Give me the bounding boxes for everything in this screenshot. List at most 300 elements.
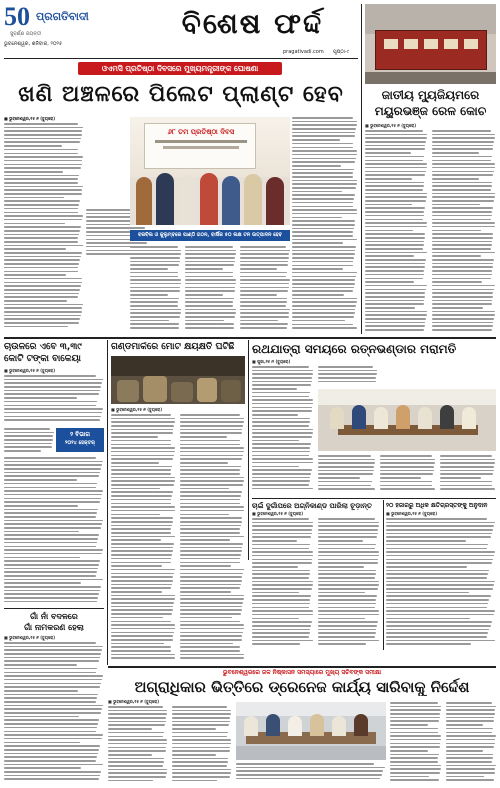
body-text-line <box>240 272 287 274</box>
body-text-line <box>4 156 83 158</box>
body-text-line <box>365 307 415 309</box>
body-text-line <box>4 753 98 755</box>
body-text-line <box>172 780 217 782</box>
body-text-line <box>292 239 357 241</box>
body-text-line <box>318 610 379 612</box>
body-text-line <box>318 566 364 568</box>
body-text-line <box>292 132 355 134</box>
body-text-line <box>432 134 495 136</box>
body-text-line <box>252 462 313 464</box>
body-text-line <box>292 150 357 152</box>
body-text-line <box>432 182 492 184</box>
body-text-line <box>318 477 360 479</box>
body-text-line <box>292 283 355 285</box>
person <box>288 716 302 736</box>
body-text-line <box>252 636 309 638</box>
body-text-line <box>4 472 100 474</box>
body-text-line <box>4 664 77 666</box>
body-text-line <box>111 525 172 527</box>
body-text-line <box>318 562 378 564</box>
body-text-line <box>252 407 312 409</box>
body-text-line <box>386 529 493 531</box>
body-text-line <box>111 484 174 486</box>
body-text-line <box>365 130 423 132</box>
coach-window <box>444 39 458 49</box>
body-text-line <box>180 543 243 545</box>
meeting-wall <box>318 389 496 405</box>
body-text-line <box>4 568 98 570</box>
body-text-line <box>252 399 313 401</box>
paper-logo <box>4 4 112 52</box>
body-text-line <box>292 316 354 318</box>
body-text-line <box>386 551 495 553</box>
body-text-line <box>4 138 81 140</box>
body-text-line <box>4 263 79 265</box>
warehouse-byline: ■ ଭୁବନେଶ୍ୱର,୧୫।୧ (ବ୍ୟୁରୋ) <box>111 407 163 412</box>
person <box>352 405 366 429</box>
body-text-line <box>240 283 289 285</box>
body-text-line <box>172 747 230 749</box>
body-text-line <box>4 719 99 721</box>
body-text-line <box>440 462 495 464</box>
body-text-line <box>365 215 424 217</box>
rath-headline: ରଥଯାତ୍ରା ସମୟରେ ରତ୍ନଭଣ୍ଡାର ମରାମତି <box>252 342 457 356</box>
body-text-line <box>180 469 240 471</box>
lead-body-col-4 <box>130 246 182 333</box>
body-text-line <box>4 419 100 421</box>
body-text-line <box>4 435 53 437</box>
photo-banner-line <box>155 140 247 143</box>
body-text-line <box>108 761 164 763</box>
body-text-line <box>172 776 230 778</box>
body-text-line <box>111 584 172 586</box>
body-text-line <box>111 587 171 589</box>
ayush-headline: ୨୦ ହଜାରରୁ ଅଧିକ କ୍ଷତିଗ୍ରସ୍ତଙ୍କୁ ଅନୁଦାନ <box>386 502 488 509</box>
body-text-line <box>180 587 240 589</box>
body-text-line <box>4 464 102 466</box>
body-text-line <box>252 640 313 642</box>
body-text-line <box>240 279 290 281</box>
body-text-line <box>4 145 62 147</box>
body-text-line <box>390 761 438 763</box>
body-text-line <box>432 230 481 232</box>
body-text-line <box>4 642 96 644</box>
photo-banner-text: ୬୮ ତମ ପ୍ରତିଷ୍ଠା ଦିବସ <box>167 128 235 136</box>
body-text-line <box>292 235 353 237</box>
person <box>462 407 476 429</box>
body-text-line <box>4 390 100 392</box>
body-text-line <box>446 754 493 756</box>
body-text-line <box>4 245 83 247</box>
body-text-line <box>4 252 82 254</box>
body-text-line <box>172 721 230 723</box>
body-text-line <box>4 134 82 136</box>
body-text-line <box>292 279 355 281</box>
body-text-line <box>111 562 171 564</box>
rath-body-col-1 <box>252 366 314 494</box>
body-text-line <box>365 241 424 243</box>
body-text-line <box>365 325 425 327</box>
body-text-line <box>4 149 78 151</box>
body-text-line <box>386 610 495 612</box>
body-text-line <box>292 257 354 259</box>
body-text-line <box>4 401 97 403</box>
body-text-line <box>390 732 438 734</box>
body-text-line <box>240 287 289 289</box>
body-text-line <box>4 727 97 729</box>
body-text-line <box>292 165 341 167</box>
drainage-body-col-2 <box>172 706 232 784</box>
body-text-line <box>180 573 243 575</box>
body-text-line <box>390 768 441 770</box>
body-text-line <box>111 621 171 623</box>
body-text-line <box>446 765 496 767</box>
body-text-line <box>292 294 344 296</box>
body-text-line <box>292 298 357 300</box>
body-text-line <box>365 167 427 169</box>
body-text-line <box>318 559 378 561</box>
body-text-line <box>318 481 372 483</box>
body-text-line <box>4 646 103 648</box>
body-text-line <box>432 259 494 261</box>
body-text-line <box>4 304 83 306</box>
drainage-body-col-4 <box>390 702 442 784</box>
person <box>332 716 346 736</box>
body-text-line <box>386 614 494 616</box>
body-text-line <box>4 386 101 388</box>
body-text-line <box>108 724 165 726</box>
person <box>156 173 174 225</box>
body-text-line <box>180 488 229 490</box>
body-text-line <box>4 130 82 132</box>
body-text-line <box>252 603 310 605</box>
body-text-line <box>4 520 103 522</box>
body-text-line <box>4 282 82 284</box>
photo-banner-line <box>163 146 239 149</box>
body-text-line <box>318 533 378 535</box>
body-text-line <box>185 323 234 325</box>
website[interactable]: pragativadi.com <box>283 49 324 55</box>
body-text-line <box>432 307 483 309</box>
body-text-line <box>318 548 375 550</box>
lead-body-col-6 <box>240 246 290 333</box>
body-text-line <box>180 418 244 420</box>
body-text-line <box>432 292 493 294</box>
body-text-line <box>180 444 240 446</box>
body-text-line <box>365 204 412 206</box>
body-text-line <box>252 418 310 420</box>
body-text-line <box>432 156 492 158</box>
body-text-line <box>240 257 289 259</box>
body-text-line <box>380 481 432 483</box>
body-text-line <box>386 566 467 568</box>
body-text-line <box>252 570 310 572</box>
body-text-line <box>180 480 244 482</box>
body-text-line <box>292 202 353 204</box>
body-text-line <box>185 287 235 289</box>
body-text-line <box>4 278 82 280</box>
body-text-line <box>440 485 492 487</box>
body-text-line <box>111 514 160 516</box>
body-text-line <box>185 283 236 285</box>
body-text-line <box>252 629 310 631</box>
village-headline-1: ଗାଁ ନାଁ ବଦଳରେ <box>30 612 78 621</box>
body-text-line <box>111 466 172 468</box>
body-text-line <box>111 506 175 508</box>
body-text-line <box>4 479 77 481</box>
body-text-line <box>4 193 82 195</box>
body-text-line <box>365 303 424 305</box>
body-text-line <box>252 484 309 486</box>
body-text-line <box>180 654 244 656</box>
body-text-line <box>432 266 493 268</box>
body-text-line <box>4 760 96 762</box>
body-text-line <box>440 470 494 472</box>
body-text-line <box>252 429 313 431</box>
body-text-line <box>292 169 354 171</box>
body-text-line <box>4 597 98 599</box>
body-text-line <box>432 255 481 257</box>
lead-body-col-1 <box>4 123 84 333</box>
body-text-line <box>386 640 495 642</box>
body-text-line <box>4 501 100 503</box>
body-text-line <box>432 296 493 298</box>
body-text-line <box>4 296 78 298</box>
body-text-line <box>180 576 242 578</box>
lead-headline: ଖଣି ଅଞ୍ଚଳରେ ପିଲେଟ ପ୍ଲାଣ୍ଟ ହେବ <box>18 82 344 107</box>
debt-body-3 <box>4 457 104 605</box>
body-text-line <box>365 230 413 232</box>
body-text-line <box>108 717 166 719</box>
body-text-line <box>130 279 181 281</box>
body-text-line <box>4 186 83 188</box>
body-text-line <box>390 750 428 752</box>
body-text-line <box>386 584 494 586</box>
body-text-line <box>111 432 173 434</box>
body-text-line <box>180 602 243 604</box>
fire-body-col-1 <box>252 518 314 648</box>
body-text-line <box>292 272 357 274</box>
body-text-line <box>390 717 440 719</box>
body-text-line <box>432 152 479 154</box>
body-text-line <box>292 117 353 119</box>
body-text-line <box>4 756 97 758</box>
body-text-line <box>4 571 97 573</box>
lead-photo <box>130 117 290 225</box>
body-text-line <box>236 767 385 769</box>
body-text-line <box>240 294 277 296</box>
body-text-line <box>185 327 234 329</box>
body-text-line <box>108 754 152 756</box>
body-text-line <box>180 539 230 541</box>
body-text-line <box>4 498 101 500</box>
body-text-line <box>365 274 424 276</box>
body-text-line <box>180 621 240 623</box>
body-text-line <box>432 200 494 202</box>
body-text-line <box>318 485 371 487</box>
body-text-line <box>252 477 310 479</box>
body-text-line <box>386 618 470 620</box>
body-text-line <box>111 569 175 571</box>
body-text-line <box>180 528 240 530</box>
body-text-line <box>4 318 80 320</box>
body-text-line <box>4 428 50 430</box>
body-text-line <box>185 312 236 314</box>
body-text-line <box>130 261 180 263</box>
body-text-line <box>390 776 429 778</box>
body-text-line <box>108 780 153 782</box>
body-text-line <box>252 581 313 583</box>
body-text-line <box>292 161 355 163</box>
body-text-line <box>365 134 427 136</box>
body-text-line <box>180 477 244 479</box>
body-text-line <box>4 204 79 206</box>
body-text-line <box>185 301 233 303</box>
body-text-line <box>318 370 377 372</box>
body-text-line <box>172 724 229 726</box>
person <box>200 173 218 225</box>
body-text-line <box>4 450 41 452</box>
body-text-line <box>4 542 97 544</box>
body-text-line <box>111 462 159 464</box>
body-text-line <box>432 148 493 150</box>
body-text-line <box>4 271 78 273</box>
body-text-line <box>111 451 175 453</box>
body-text-line <box>365 311 427 313</box>
body-text-line <box>365 160 423 162</box>
drainage-body-col-1 <box>108 706 168 784</box>
body-text-line <box>111 429 173 431</box>
village-body <box>4 642 104 784</box>
col-rule <box>107 340 108 665</box>
body-text-line <box>4 189 82 191</box>
body-text-line <box>4 523 102 525</box>
body-text-line <box>4 742 80 744</box>
body-text-line <box>292 250 355 252</box>
body-text-line <box>432 215 492 217</box>
body-text-line <box>180 547 242 549</box>
body-text-line <box>4 675 103 677</box>
rath-body-col-5 <box>440 455 496 495</box>
body-text-line <box>172 717 230 719</box>
body-text-line <box>172 713 231 715</box>
body-text-line <box>4 237 78 239</box>
body-text-line <box>318 629 376 631</box>
photo-banner-panel <box>144 123 256 169</box>
body-text-line <box>252 403 313 405</box>
body-text-line <box>180 499 240 501</box>
body-text-line <box>365 226 427 228</box>
body-text-line <box>4 553 102 555</box>
body-text-line <box>185 279 236 281</box>
body-text-line <box>172 772 231 774</box>
body-text-line <box>130 301 178 303</box>
lead-kicker: ଓଏମସି ପ୍ରତିଷ୍ଠା ଦିବସରେ ମୁଖ୍ୟମନ୍ତ୍ରୀଙ୍କ ଘୋଷଣା <box>78 62 282 75</box>
body-text-line <box>386 581 495 583</box>
body-text-line <box>130 312 181 314</box>
body-text-line <box>4 549 103 551</box>
body-text-line <box>111 547 173 549</box>
body-text-line <box>111 650 171 652</box>
body-text-line <box>111 510 175 512</box>
story-rule <box>252 498 496 499</box>
body-text-line <box>292 320 345 322</box>
body-text-line <box>318 632 376 634</box>
body-text-line <box>365 222 427 224</box>
body-text-line <box>130 309 181 311</box>
person <box>396 405 410 429</box>
body-text-line <box>365 145 425 147</box>
body-text-line <box>318 599 376 601</box>
body-text-line <box>4 234 79 236</box>
body-text-line <box>292 213 357 215</box>
body-text-line <box>386 555 494 557</box>
body-text-line <box>4 708 102 710</box>
body-text-line <box>180 632 243 634</box>
body-text-line <box>185 264 234 266</box>
body-text-line <box>252 414 298 416</box>
body-text-line <box>386 562 492 564</box>
body-text-line <box>4 738 102 740</box>
body-text-line <box>111 646 171 648</box>
body-text-line <box>111 440 171 442</box>
body-text-line <box>446 732 492 734</box>
body-text-line <box>318 462 375 464</box>
body-text-line <box>4 475 99 477</box>
body-text-line <box>180 609 242 611</box>
body-text-line <box>386 599 489 601</box>
body-text-line <box>432 211 492 213</box>
body-text-line <box>318 536 377 538</box>
body-text-line <box>111 573 174 575</box>
meeting-floor <box>236 746 386 760</box>
body-text-line <box>252 599 310 601</box>
body-text-line <box>4 300 67 302</box>
body-text-line <box>380 462 435 464</box>
body-text-line <box>432 189 491 191</box>
person <box>330 407 344 429</box>
band-rule-top <box>4 337 496 339</box>
body-text-line <box>390 702 438 704</box>
person <box>310 714 324 736</box>
body-text-line <box>4 274 66 276</box>
body-text-line <box>292 324 353 326</box>
body-text-line <box>111 628 175 630</box>
body-text-line <box>185 276 233 278</box>
body-text-line <box>252 577 309 579</box>
body-text-line <box>252 370 313 372</box>
body-text-line <box>440 481 492 483</box>
body-text-line <box>386 518 487 520</box>
body-text-line <box>365 314 427 316</box>
body-text-line <box>108 739 167 741</box>
body-text-line <box>432 289 494 291</box>
debt-fact-box <box>56 428 104 452</box>
body-text-line <box>318 621 378 623</box>
body-text-line <box>4 208 78 210</box>
body-text-line <box>365 174 425 176</box>
col-rule <box>383 500 384 650</box>
body-text-line <box>386 632 488 634</box>
village-byline: ■ ଭୁବନେଶ୍ୱର,୧୫।୧ (ବ୍ୟୁରୋ) <box>4 635 56 640</box>
person <box>266 714 280 736</box>
body-text-line <box>130 287 180 289</box>
body-text-line <box>4 712 101 714</box>
body-text-line <box>111 521 173 523</box>
body-text-line <box>365 255 414 257</box>
body-text-line <box>318 381 376 383</box>
body-text-line <box>318 643 366 645</box>
